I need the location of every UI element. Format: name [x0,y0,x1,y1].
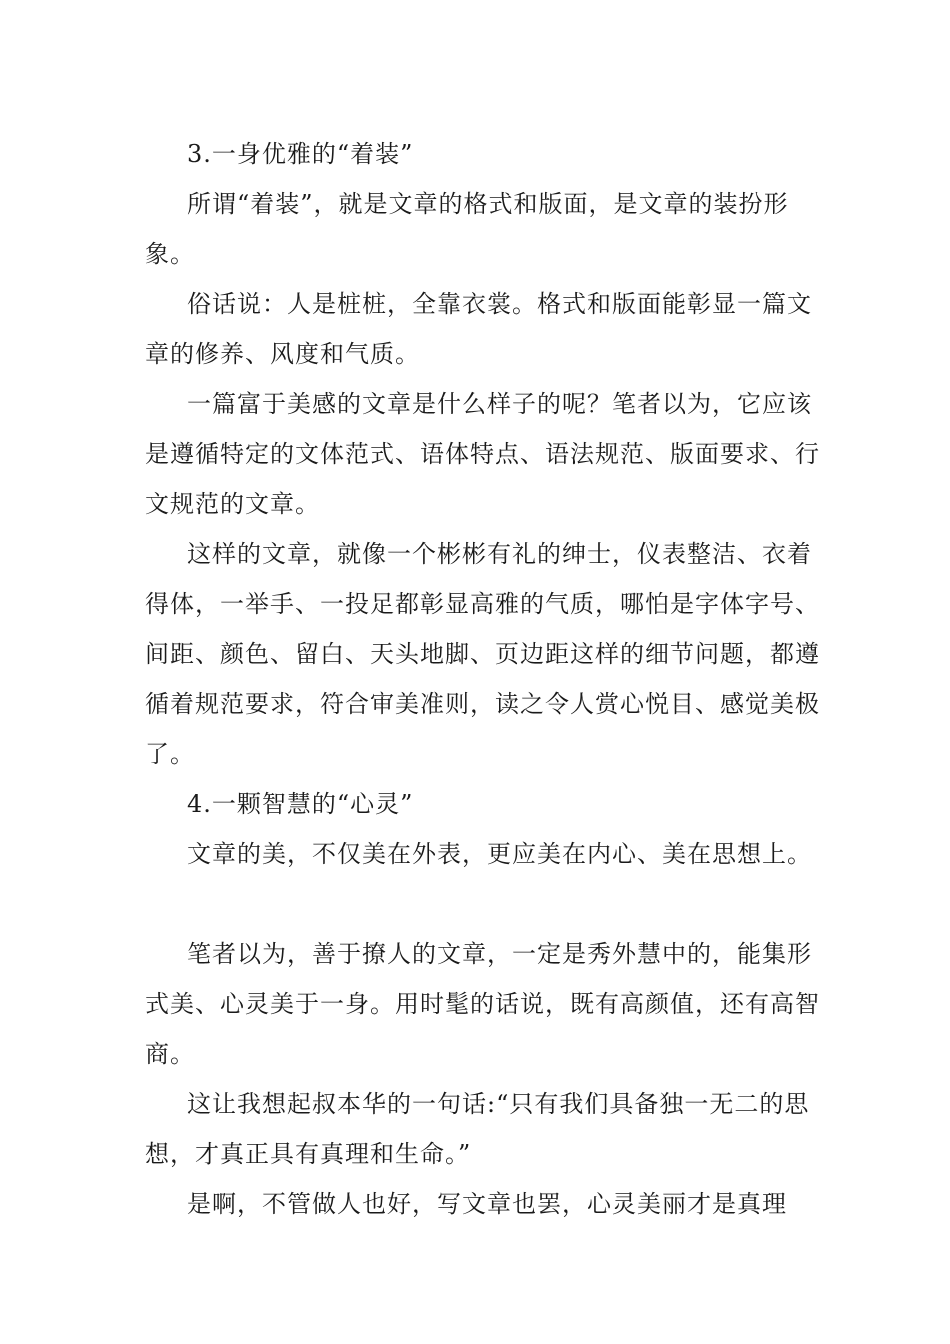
paragraph: 是啊，不管做人也好，写文章也罢，心灵美丽才是真理 [187,1190,787,1218]
paragraph: 这让我想起叔本华的一句话:“只有我们具备独一无二的思想，才真正具有真理和生命。” [145,1090,810,1168]
blank-line [145,879,825,929]
paragraph: 一篇富于美感的文章是什么样子的呢？笔者以为，它应该是遵循特定的文体范式、语体特点、语法规范、版面要求、行文规范的文章。 [145,390,820,518]
section-heading-3: 3.一身优雅的“着装” [187,140,414,168]
paragraph: 文章的美，不仅美在外表，更应美在内心、美在思想上。 [187,840,812,868]
paragraph: 这样的文章，就像一个彬彬有礼的绅士，仪表整洁、衣着得体，一举手、一投足都彰显高雅的气质，哪怕是字体字号、间距、颜色、留白、天头地脚、页边距这样的细节问题，都遵循着规范要求，符合审美准则，读之令人赏心悦目、感觉美极了。 [145,540,820,768]
paragraph: 俗话说：人是桩桩，全靠衣裳。格式和版面能彰显一篇文章的修养、风度和气质。 [145,290,812,368]
section-heading-4: 4.一颗智慧的“心灵” [187,790,414,818]
paragraph: 所谓“着装”，就是文章的格式和版面，是文章的装扮形象。 [145,190,789,268]
document-body [145,129,825,1229]
paragraph: 笔者以为，善于撩人的文章，一定是秀外慧中的，能集形式美、心灵美于一身。用时髦的话说，既有高颜值，还有高智商。 [145,940,820,1068]
